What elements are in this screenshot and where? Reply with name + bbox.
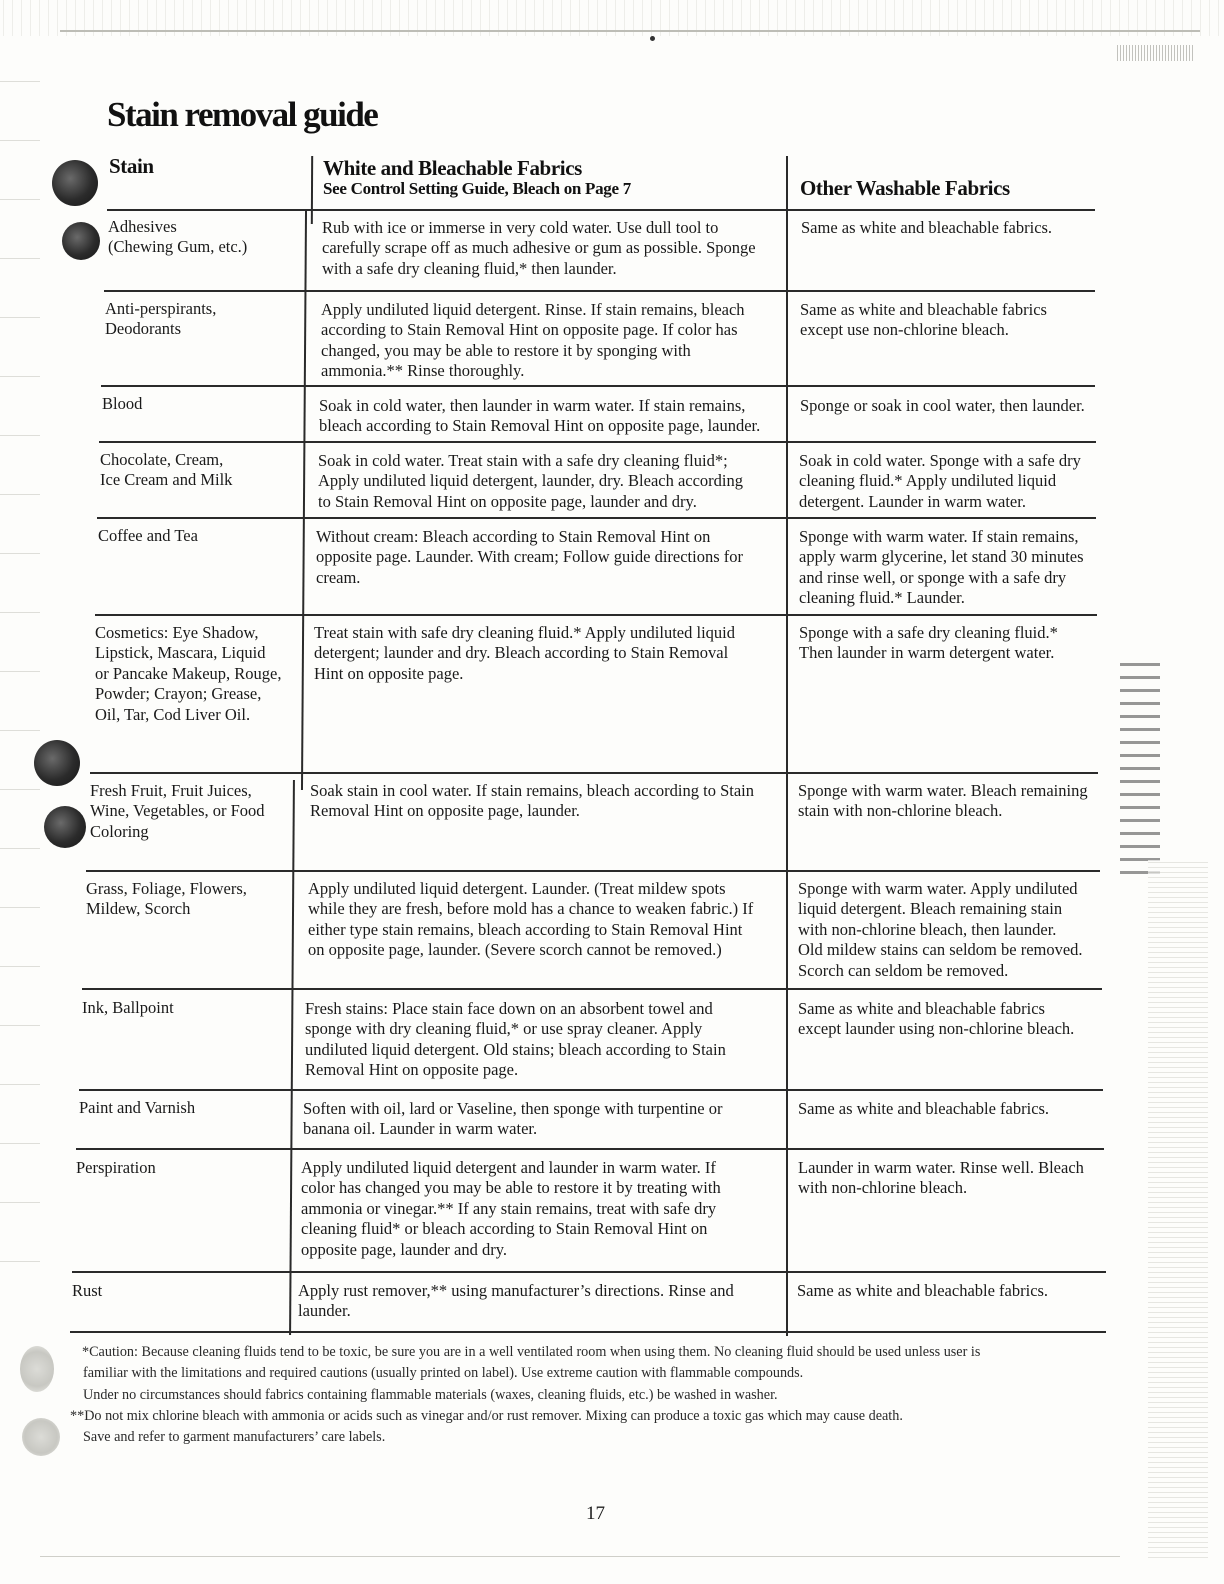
stain-name: Coffee and Tea (98, 526, 198, 545)
row-rule (101, 385, 1095, 387)
binder-hole-faint (20, 1346, 54, 1392)
column-header-stain: Stain (109, 154, 154, 178)
row-rule (82, 988, 1102, 990)
footnote-care-labels: Save and refer to garment manufacturers’ care labels. (83, 1429, 386, 1446)
column-header-white-fabrics: White and Bleachable Fabrics (323, 156, 582, 180)
other-fabric-instructions: Soak in cold water. Sponge with a safe dry cleaning fluid.* Apply undiluted liquid detergent. Launder in warm water. (799, 451, 1081, 511)
other-fabric-instructions: Same as white and bleachable fabrics. (797, 1281, 1049, 1300)
footnote-caution: *Caution: Because cleaning fluids tend to be toxic, be sure you are in a well ventilated room when using them. No cleaning fluid should be used unless user is (82, 1344, 981, 1360)
row-rule (104, 290, 1095, 292)
white-fabric-instructions: Apply undiluted liquid detergent. Rinse. If stain remains, bleach according to Stain Removal Hint on opposite page. If color has changed, you may be able to restore it by sponging with ammonia.** Rinse thoroughly. (321, 300, 745, 381)
row-rule (99, 441, 1096, 443)
row-rule (95, 614, 1097, 616)
stain-name: Fresh Fruit, Fruit Juices, Wine, Vegetables, or Food Coloring (90, 781, 265, 841)
white-fabric-instructions: Soak in cold water. Treat stain with a safe dry cleaning fluid*; Apply undiluted liquid detergent, launder, dry. Bleach according to Stain Removal Hint on opposite page, launder and dry. (318, 451, 744, 511)
white-fabric-instructions: Rub with ice or immerse in very cold water. Use dull tool to carefully scrape off as much adhesive or gum as possible. Sponge with a safe dry cleaning fluid,* then launder. (322, 218, 756, 278)
other-fabric-instructions: Sponge with warm water. Apply undiluted liquid detergent. Bleach remaining stain with non-chlorine bleach, then launder. Old mildew stains can seldom be removed. Scorch can seldom be removed. (798, 879, 1083, 980)
stain-name: Perspiration (76, 1158, 156, 1177)
column-divider (301, 210, 307, 790)
white-fabric-instructions: Apply undiluted liquid detergent. Launder. (Treat mildew spots while they are fresh, before mold has a chance to weaken fabric.) If either type stain remains, bleach according to Stain Removal Hint on opposite page, launder. (Severe scorch cannot be removed.) (308, 879, 754, 960)
stain-name: Blood (102, 394, 143, 413)
footnote-flammable: Under no circumstances should fabrics containing flammable materials (waxes, cleaning fluids, etc.) be washed in washer. (83, 1386, 778, 1403)
white-fabric-instructions: Apply rust remover,** using manufacturer’s directions. Rinse and launder. (298, 1281, 734, 1321)
page-number: 17 (586, 1503, 605, 1524)
scan-side-texture (1148, 860, 1208, 1560)
stain-name: Rust (72, 1281, 103, 1300)
other-fabric-instructions: Same as white and bleachable fabrics. (801, 218, 1053, 237)
stain-name: Adhesives (Chewing Gum, etc.) (108, 217, 248, 257)
other-fabric-instructions: Launder in warm water. Rinse well. Bleach with non-chlorine bleach. (798, 1158, 1084, 1198)
column-divider (289, 780, 295, 1335)
stain-name: Ink, Ballpoint (82, 998, 174, 1017)
row-rule (79, 1089, 1103, 1091)
stain-name: Grass, Foliage, Flowers, Mildew, Scorch (86, 879, 247, 919)
white-fabric-instructions: Soften with oil, lard or Vaseline, then sponge with turpentine or banana oil. Launder in warm water. (303, 1099, 723, 1139)
scan-noise-top-right (1115, 45, 1195, 61)
row-rule (70, 1331, 1106, 1333)
stain-name: Paint and Varnish (79, 1098, 196, 1117)
other-fabric-instructions: Sponge or soak in cool water, then launder. (800, 396, 1085, 415)
column-divider (786, 156, 788, 1336)
column-header-white-subtitle: See Control Setting Guide, Bleach on Page 7 (323, 179, 631, 198)
page-title: Stain removal guide (107, 95, 378, 134)
column-header-other-fabrics: Other Washable Fabrics (800, 176, 1010, 200)
row-rule (107, 209, 1095, 211)
white-fabric-instructions: Fresh stains: Place stain face down on an absorbent towel and sponge with dry cleaning fluid,* or use spray cleaner. Apply undiluted liquid detergent. Old stains; bleach according to Stain Removal Hint on opposite page. (305, 999, 726, 1080)
column-divider (311, 156, 313, 224)
white-fabric-instructions: Soak stain in cool water. If stain remains, bleach according to Stain Removal Hint on opposite page, launder. (310, 781, 755, 821)
scan-bottom-line (40, 1556, 1120, 1557)
other-fabric-instructions: Same as white and bleachable fabrics except launder using non-chlorine bleach. (798, 999, 1075, 1039)
stain-name: Anti-perspirants, Deodorants (105, 299, 217, 339)
other-fabric-instructions: Sponge with warm water. Bleach remaining stain with non-chlorine bleach. (798, 781, 1088, 821)
scan-side-strip (1120, 660, 1160, 880)
footnote-caution-continued: familiar with the limitations and required cautions (usually printed on label). Use extreme caution with flammable compounds. (83, 1365, 804, 1382)
scan-top-rule (60, 30, 1200, 32)
other-fabric-instructions: Sponge with a safe dry cleaning fluid.* Then launder in warm detergent water. (799, 623, 1058, 663)
binder-hole-faint (22, 1418, 60, 1456)
footnote-mixing-warning: **Do not mix chlorine bleach with ammonia or acids such as vinegar and/or rust remover. Mixing can produce a toxic gas which may cause death. (70, 1407, 903, 1424)
stain-name: Cosmetics: Eye Shadow, Lipstick, Mascara, Liquid or Pancake Makeup, Rouge, Powder; Crayon; Grease, Oil, Tar, Cod Liver Oil. (95, 623, 282, 724)
white-fabric-instructions: Apply undiluted liquid detergent and launder in warm water. If color has changed you may be able to restore it by treating with ammonia or vinegar.** If any stain remains, treat with safe dry cleaning fluid* or bleach according to Stain Removal Hint on opposite page, launder and dry. (301, 1158, 721, 1259)
binder-hole (52, 160, 98, 206)
row-rule (72, 1271, 1106, 1273)
row-rule (86, 870, 1100, 872)
white-fabric-instructions: Without cream: Bleach according to Stain Removal Hint on opposite page. Launder. With cream; Follow guide directions for cream. (316, 527, 744, 587)
other-fabric-instructions: Sponge with warm water. If stain remains, apply warm glycerine, let stand 30 minutes and rinse well, or sponge with a safe dry cleaning fluid.* Launder. (799, 527, 1084, 608)
binder-hole (62, 222, 100, 260)
row-rule (97, 517, 1096, 519)
binder-hole (34, 740, 80, 786)
footnotes (70, 1342, 1130, 1448)
white-fabric-instructions: Treat stain with safe dry cleaning fluid.* Apply undiluted liquid detergent; launder and dry. Bleach according to Stain Removal Hint on opposite page. (314, 623, 735, 683)
binder-hole (44, 806, 86, 848)
stain-name: Chocolate, Cream, Ice Cream and Milk (100, 450, 233, 490)
white-fabric-instructions: Soak in cold water, then launder in warm water. If stain remains, bleach according to Stain Removal Hint on opposite page, launder. (319, 396, 761, 436)
other-fabric-instructions: Same as white and bleachable fabrics except use non-chlorine bleach. (800, 300, 1047, 340)
scan-left-margin-marks (0, 40, 40, 1320)
row-rule (90, 772, 1098, 774)
other-fabric-instructions: Same as white and bleachable fabrics. (798, 1099, 1050, 1118)
scan-dot (650, 36, 655, 41)
row-rule (76, 1148, 1104, 1150)
